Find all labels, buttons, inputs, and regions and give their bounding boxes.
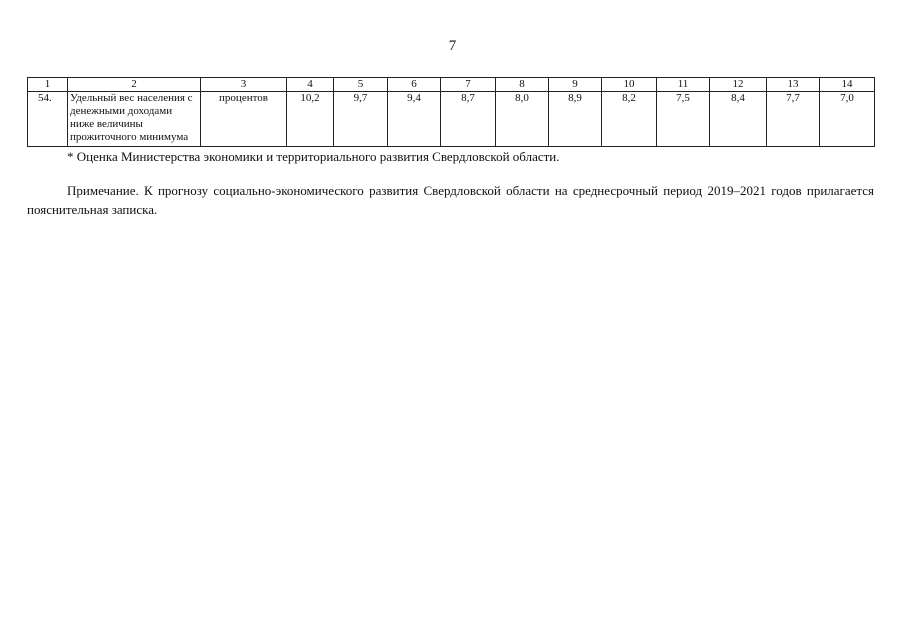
column-header: 9 (549, 78, 602, 92)
row-number: 54. (28, 92, 68, 147)
footnote: * Оценка Министерства экономики и территориального развития Свердловской области. (67, 149, 560, 164)
column-header: 8 (496, 78, 549, 92)
table-row (28, 92, 875, 147)
value-cell: 10,2 (287, 92, 334, 147)
column-header: 14 (820, 78, 875, 92)
note-paragraph: Примечание. К прогнозу социально-экономического развития Свердловской области на среднесрочный период 2019–2021 годов прилагается пояснительная записка. (27, 183, 874, 217)
column-header: 2 (68, 78, 201, 92)
column-header: 3 (201, 78, 287, 92)
column-header: 10 (602, 78, 657, 92)
column-header: 5 (334, 78, 388, 92)
column-header: 6 (388, 78, 441, 92)
column-header: 4 (287, 78, 334, 92)
value-cell: 8,7 (441, 92, 496, 147)
forecast-table (27, 77, 875, 147)
column-header: 13 (767, 78, 820, 92)
column-header: 7 (441, 78, 496, 92)
column-header: 1 (28, 78, 68, 92)
column-header: 12 (710, 78, 767, 92)
table-header-row (28, 78, 875, 92)
value-cell: 8,9 (549, 92, 602, 147)
value-cell: 7,7 (767, 92, 820, 147)
indicator-name: Удельный вес населения с денежными доходами ниже величины прожиточного минимума (68, 92, 201, 147)
page-number: 7 (448, 38, 457, 54)
value-cell: 7,5 (657, 92, 710, 147)
value-cell: 7,0 (820, 92, 875, 147)
value-cell: 9,4 (388, 92, 441, 147)
value-cell: 8,0 (496, 92, 549, 147)
unit-cell: процентов (201, 92, 287, 147)
value-cell: 8,2 (602, 92, 657, 147)
value-cell: 9,7 (334, 92, 388, 147)
column-header: 11 (657, 78, 710, 92)
value-cell: 8,4 (710, 92, 767, 147)
